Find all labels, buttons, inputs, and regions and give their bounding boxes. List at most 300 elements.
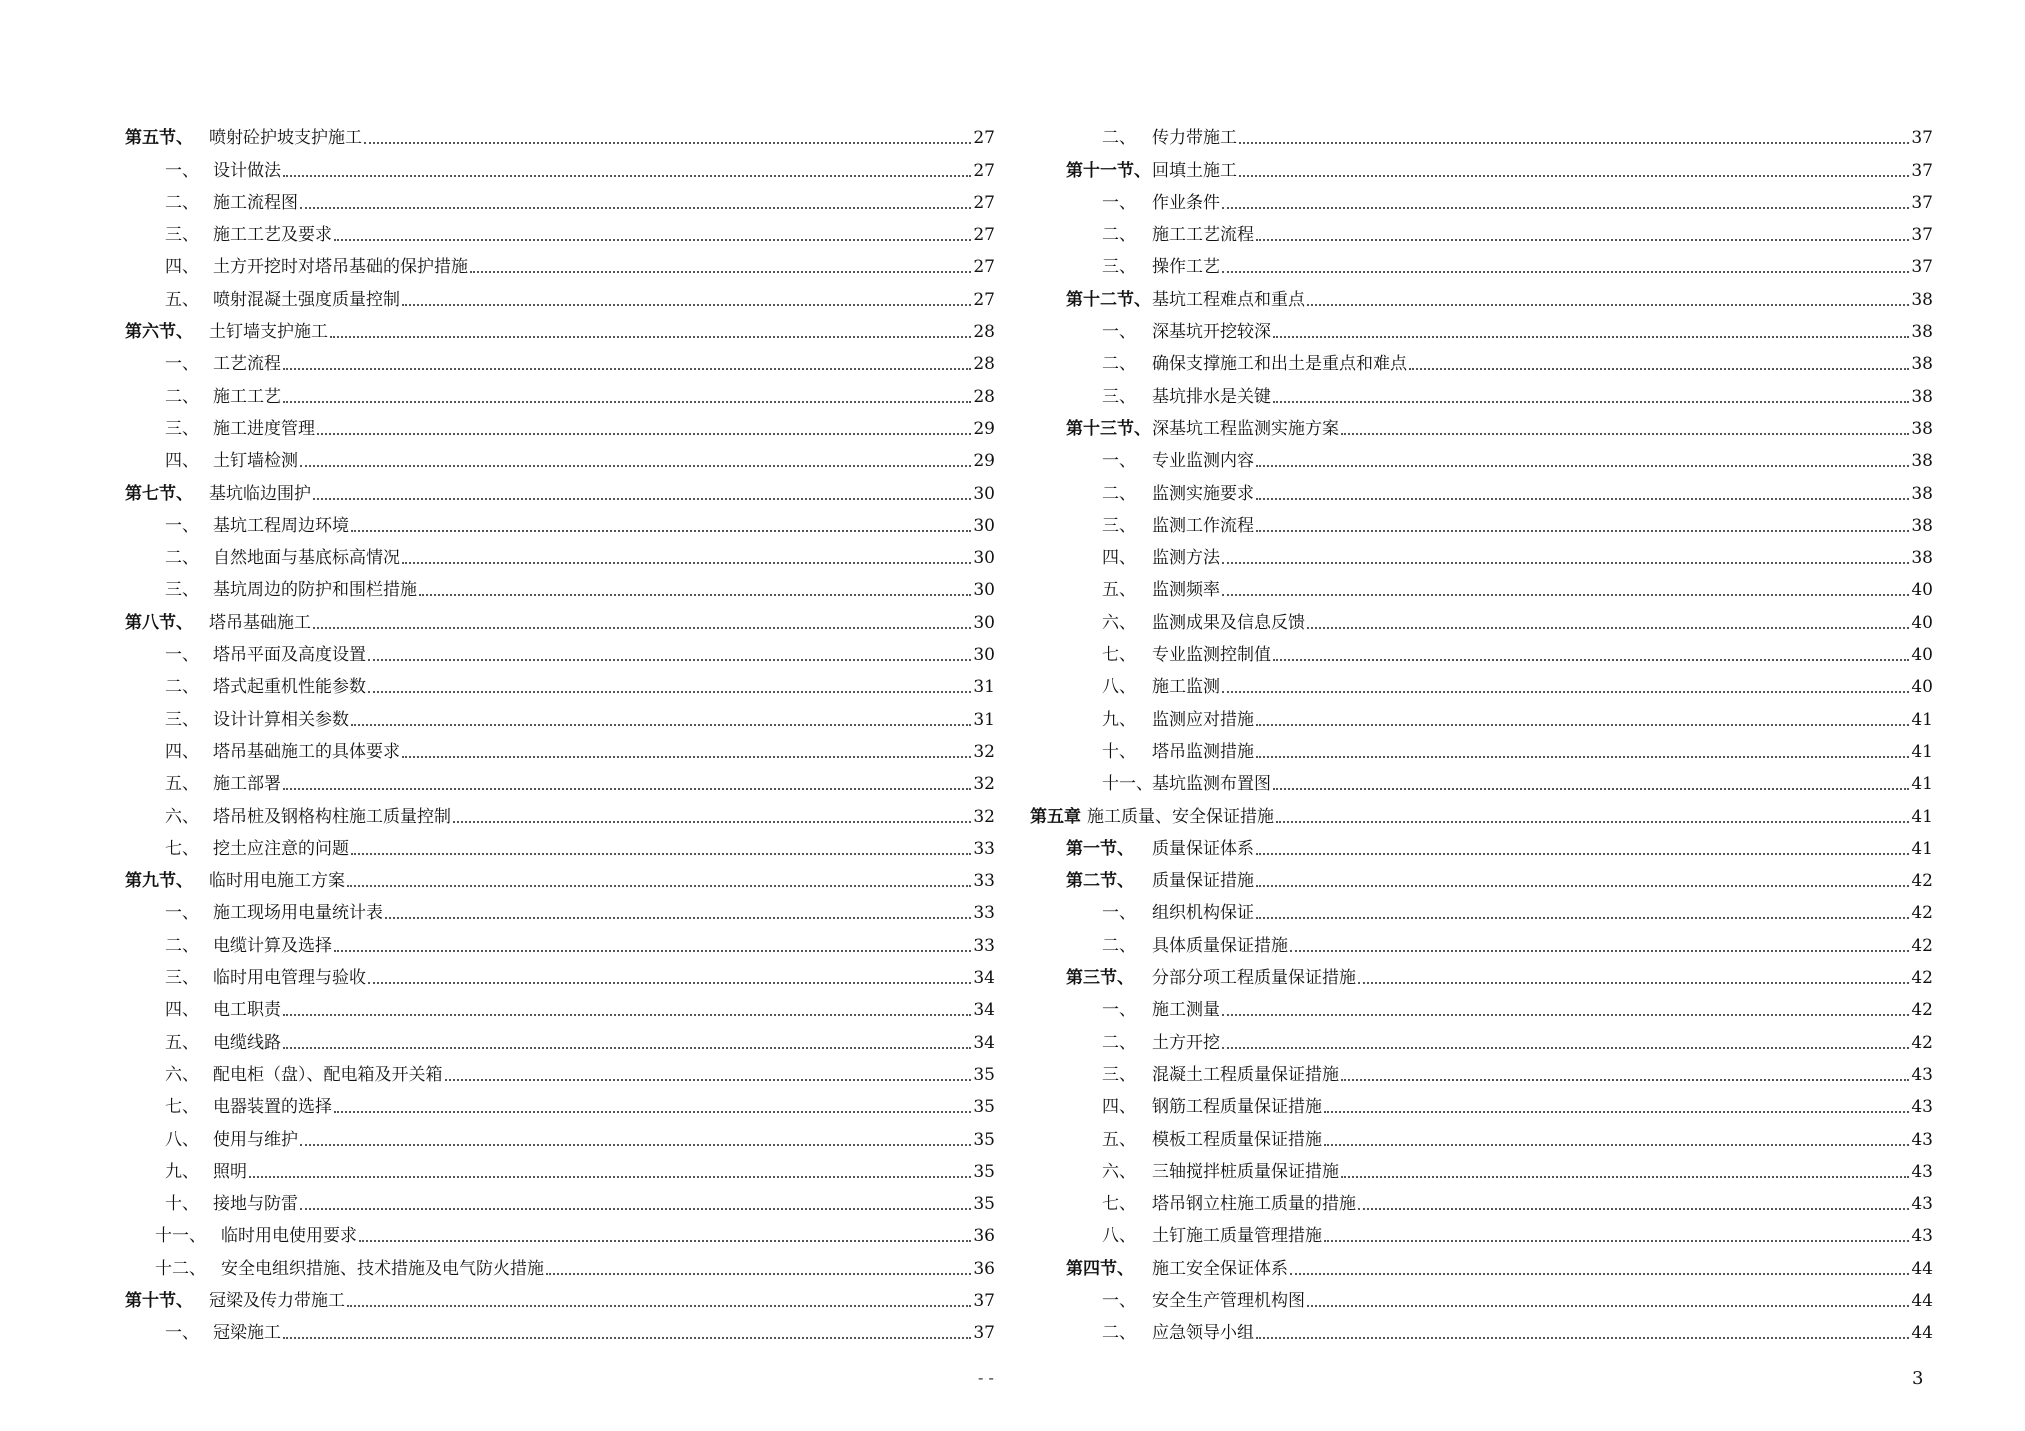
toc-entry-marker: 七、 — [1102, 645, 1136, 666]
toc-entry-marker: 五、 — [1102, 1129, 1136, 1150]
toc-entry[interactable] — [125, 378, 995, 410]
dot-leader — [283, 174, 971, 177]
dot-leader — [1256, 916, 1909, 919]
toc-entry-title: 接地与防雷 — [213, 1194, 298, 1215]
toc-entry[interactable] — [1030, 637, 1933, 669]
dot-leader — [1307, 626, 1909, 629]
toc-entry-marker: 二、 — [165, 386, 199, 407]
toc-entry[interactable] — [1030, 1283, 1933, 1315]
toc-entry-marker: 十二、 — [155, 1258, 206, 1279]
dot-leader — [1256, 529, 1909, 532]
toc-entry-page: 34 — [973, 1032, 995, 1053]
toc-entry-page: 41 — [1911, 838, 1933, 859]
toc-entry-marker: 九、 — [1102, 709, 1136, 730]
dot-leader — [1256, 1336, 1909, 1339]
dot-leader — [1222, 1013, 1909, 1016]
dot-leader — [313, 626, 971, 629]
toc-entry-page: 37 — [1911, 160, 1933, 181]
toc-entry-page: 38 — [1911, 548, 1933, 569]
dot-leader — [1307, 303, 1909, 306]
toc-entry[interactable] — [1030, 152, 1933, 184]
toc-entry-marker: 第十节、 — [125, 1290, 193, 1311]
toc-entry-title: 喷射砼护坡支护施工 — [209, 128, 362, 149]
toc-entry[interactable] — [125, 152, 995, 184]
toc-entry-title: 具体质量保证措施 — [1152, 935, 1288, 956]
toc-entry-title: 监测工作流程 — [1152, 515, 1254, 536]
toc-entry-page: 32 — [973, 774, 995, 795]
toc-entry[interactable] — [1030, 1057, 1933, 1089]
toc-entry-page: 34 — [973, 968, 995, 989]
toc-entry[interactable] — [1030, 1121, 1933, 1153]
toc-entry-marker: 二、 — [1102, 935, 1136, 956]
toc-entry-title: 设计做法 — [213, 160, 281, 181]
toc-entry-page: 30 — [973, 645, 995, 666]
toc-entry-title: 喷射混凝土强度质量控制 — [213, 289, 400, 310]
toc-entry[interactable] — [1030, 701, 1933, 733]
toc-entry-title: 土方开挖时对塔吊基础的保护措施 — [213, 257, 468, 278]
toc-entry-page: 33 — [973, 903, 995, 924]
toc-entry-title: 确保支撑施工和出土是重点和难点 — [1152, 354, 1407, 375]
dot-leader — [368, 658, 971, 661]
toc-entry[interactable] — [125, 572, 995, 604]
toc-entry-marker: 二、 — [165, 192, 199, 213]
dot-leader — [283, 1046, 971, 1049]
toc-entry-title: 塔式起重机性能参数 — [213, 677, 366, 698]
toc-entry-marker: 十、 — [1102, 741, 1136, 762]
toc-entry[interactable] — [125, 895, 995, 927]
toc-entry-page: 33 — [973, 838, 995, 859]
dot-leader — [1273, 658, 1909, 661]
dot-leader — [300, 206, 971, 209]
toc-entry-marker: 四、 — [165, 741, 199, 762]
toc-entry[interactable] — [125, 1250, 995, 1282]
toc-entry[interactable] — [125, 831, 995, 863]
dot-leader — [1273, 400, 1909, 403]
toc-entry-marker: 二、 — [1102, 128, 1136, 149]
toc-entry-page: 29 — [973, 451, 995, 472]
toc-entry[interactable] — [125, 1315, 995, 1347]
toc-entry-title: 钢筋工程质量保证措施 — [1152, 1097, 1322, 1118]
toc-entry-title: 施工工艺及要求 — [213, 225, 332, 246]
toc-entry-marker: 二、 — [165, 548, 199, 569]
toc-entry-marker: 一、 — [1102, 1290, 1136, 1311]
dot-leader — [1222, 561, 1909, 564]
toc-entry-marker: 六、 — [165, 806, 199, 827]
toc-entry[interactable] — [125, 120, 995, 152]
toc-entry[interactable] — [1030, 120, 1933, 152]
toc-entry-title: 土钉墙支护施工 — [209, 322, 328, 343]
toc-entry[interactable] — [1030, 1024, 1933, 1056]
toc-entry-title: 施工质量、安全保证措施 — [1087, 806, 1274, 827]
toc-entry-title: 施工工艺流程 — [1152, 225, 1254, 246]
toc-entry-marker: 六、 — [165, 1064, 199, 1085]
toc-entry-page: 30 — [973, 515, 995, 536]
dot-leader — [402, 561, 971, 564]
toc-entry[interactable] — [1030, 669, 1933, 701]
toc-entry[interactable] — [1030, 831, 1933, 863]
toc-entry-page: 37 — [1911, 225, 1933, 246]
dot-leader — [351, 723, 971, 726]
toc-entry-title: 施工部署 — [213, 774, 281, 795]
toc-entry-page: 38 — [1911, 386, 1933, 407]
toc-entry[interactable] — [125, 960, 995, 992]
dot-leader — [1239, 174, 1909, 177]
toc-entry[interactable] — [125, 1218, 995, 1250]
toc-entry-title: 工艺流程 — [213, 354, 281, 375]
toc-entry-page: 27 — [973, 257, 995, 278]
toc-entry-marker: 二、 — [1102, 1032, 1136, 1053]
dot-leader — [283, 787, 971, 790]
toc-entry[interactable] — [125, 1121, 995, 1153]
toc-entry[interactable] — [1030, 895, 1933, 927]
toc-entry-page: 32 — [973, 806, 995, 827]
dot-leader — [445, 1078, 972, 1081]
toc-entry-title: 电缆线路 — [213, 1032, 281, 1053]
toc-entry-title: 塔吊基础施工 — [209, 612, 311, 633]
toc-entry-marker: 四、 — [1102, 1097, 1136, 1118]
dot-leader — [359, 1239, 971, 1242]
toc-entry-page: 40 — [1911, 612, 1933, 633]
toc-entry[interactable] — [1030, 863, 1933, 895]
toc-entry-title: 深基坑开挖较深 — [1152, 322, 1271, 343]
toc-entry[interactable] — [1030, 185, 1933, 217]
toc-entry-title: 分部分项工程质量保证措施 — [1152, 968, 1356, 989]
toc-entry-title: 传力带施工 — [1152, 128, 1237, 149]
toc-entry[interactable] — [125, 346, 995, 378]
toc-entry-marker: 七、 — [165, 1097, 199, 1118]
toc-entry-page: 44 — [1911, 1323, 1933, 1344]
toc-entry-title: 挖土应注意的问题 — [213, 838, 349, 859]
toc-entry-title: 基坑临边围护 — [209, 483, 311, 504]
toc-entry-page: 38 — [1911, 515, 1933, 536]
toc-entry-page: 34 — [973, 1000, 995, 1021]
dot-leader — [283, 400, 971, 403]
toc-entry-title: 监测频率 — [1152, 580, 1220, 601]
toc-entry-page: 37 — [973, 1290, 995, 1311]
dot-leader — [1409, 367, 1909, 370]
dot-leader — [1256, 755, 1909, 758]
dot-leader — [368, 690, 971, 693]
toc-entry-marker: 第十三节、 — [1066, 418, 1151, 439]
toc-entry-page: 38 — [1911, 289, 1933, 310]
toc-entry-marker: 八、 — [165, 1129, 199, 1150]
toc-entry-marker: 二、 — [1102, 354, 1136, 375]
toc-entry-page: 33 — [973, 935, 995, 956]
toc-entry[interactable] — [125, 701, 995, 733]
dot-leader — [1307, 1304, 1909, 1307]
dot-leader — [1358, 1207, 1909, 1210]
toc-entry[interactable] — [125, 1186, 995, 1218]
toc-entry-marker: 一、 — [165, 515, 199, 536]
toc-entry-page: 28 — [973, 322, 995, 343]
toc-entry[interactable] — [1030, 443, 1933, 475]
toc-entry-title: 质量保证措施 — [1152, 871, 1254, 892]
toc-entry[interactable] — [125, 863, 995, 895]
toc-entry[interactable] — [125, 734, 995, 766]
toc-entry-page: 42 — [1911, 935, 1933, 956]
toc-entry-title: 施工监测 — [1152, 677, 1220, 698]
toc-entry-marker: 第六节、 — [125, 322, 193, 343]
toc-entry-title: 电工职责 — [213, 1000, 281, 1021]
toc-entry[interactable] — [1030, 927, 1933, 959]
toc-entry-marker: 十、 — [165, 1194, 199, 1215]
toc-entry-title: 冠梁施工 — [213, 1323, 281, 1344]
toc-entry[interactable] — [1030, 540, 1933, 572]
dot-leader — [313, 497, 971, 500]
dot-leader — [1256, 852, 1909, 855]
toc-entry[interactable] — [125, 443, 995, 475]
toc-entry[interactable] — [125, 249, 995, 281]
toc-entry-marker: 五、 — [165, 289, 199, 310]
toc-entry-title: 施工进度管理 — [213, 418, 315, 439]
dot-leader — [347, 884, 971, 887]
dot-leader — [1222, 206, 1909, 209]
toc-entry[interactable] — [125, 1057, 995, 1089]
toc-entry-title: 深基坑工程监测实施方案 — [1152, 418, 1339, 439]
dot-leader — [1324, 1239, 1909, 1242]
toc-entry[interactable] — [125, 1089, 995, 1121]
toc-entry-title: 三轴搅拌桩质量保证措施 — [1152, 1161, 1339, 1182]
toc-entry-title: 电器装置的选择 — [213, 1097, 332, 1118]
toc-entry[interactable] — [1030, 604, 1933, 636]
toc-entry[interactable] — [125, 798, 995, 830]
toc-entry-title: 安全电组织措施、技术措施及电气防火措施 — [221, 1258, 544, 1279]
toc-entry[interactable] — [1030, 1089, 1933, 1121]
dot-leader — [334, 238, 971, 241]
toc-entry-marker: 五、 — [1102, 580, 1136, 601]
dot-leader — [1341, 1078, 1909, 1081]
toc-entry-page: 43 — [1911, 1161, 1933, 1182]
toc-entry-marker: 第二节、 — [1066, 871, 1134, 892]
toc-entry[interactable] — [125, 1024, 995, 1056]
toc-entry-title: 监测实施要求 — [1152, 483, 1254, 504]
dot-leader — [351, 852, 971, 855]
toc-entry-title: 土钉墙检测 — [213, 451, 298, 472]
toc-entry-marker: 一、 — [1102, 451, 1136, 472]
toc-entry-page: 35 — [973, 1064, 995, 1085]
toc-entry-page: 35 — [973, 1194, 995, 1215]
dot-leader — [453, 820, 971, 823]
dot-leader — [1341, 1175, 1909, 1178]
toc-entry-page: 33 — [973, 871, 995, 892]
toc-entry-page: 37 — [1911, 257, 1933, 278]
dot-leader — [1324, 1143, 1909, 1146]
toc-entry-title: 作业条件 — [1152, 192, 1220, 213]
toc-entry-marker: 一、 — [165, 1323, 199, 1344]
toc-entry-title: 施工现场用电量统计表 — [213, 903, 383, 924]
toc-entry-page: 30 — [973, 612, 995, 633]
footer-center-mark: - - — [978, 1368, 994, 1387]
toc-entry-marker: 三、 — [165, 225, 199, 246]
toc-right-column — [1030, 120, 1933, 1347]
toc-entry-page: 42 — [1911, 1032, 1933, 1053]
toc-entry[interactable] — [1030, 281, 1933, 313]
toc-entry-page: 38 — [1911, 418, 1933, 439]
toc-entry-page: 42 — [1911, 871, 1933, 892]
toc-entry-page: 29 — [973, 418, 995, 439]
toc-entry-title: 混凝土工程质量保证措施 — [1152, 1064, 1339, 1085]
toc-entry[interactable] — [1030, 378, 1933, 410]
toc-entry-page: 43 — [1911, 1097, 1933, 1118]
toc-entry-page: 41 — [1911, 709, 1933, 730]
toc-entry-marker: 九、 — [165, 1161, 199, 1182]
toc-entry-title: 基坑工程周边环境 — [213, 515, 349, 536]
toc-entry[interactable] — [1030, 572, 1933, 604]
dot-leader — [300, 1143, 971, 1146]
toc-entry-marker: 第三节、 — [1066, 968, 1134, 989]
toc-entry[interactable] — [125, 508, 995, 540]
toc-entry-page: 35 — [973, 1097, 995, 1118]
toc-entry-title: 塔吊监测措施 — [1152, 741, 1254, 762]
toc-entry-title: 施工测量 — [1152, 1000, 1220, 1021]
toc-entry-marker: 十一、 — [155, 1226, 206, 1247]
toc-entry[interactable] — [1030, 960, 1933, 992]
toc-entry-page: 36 — [973, 1258, 995, 1279]
toc-entry-page: 37 — [1911, 128, 1933, 149]
dot-leader — [283, 1336, 971, 1339]
toc-entry-page: 44 — [1911, 1290, 1933, 1311]
toc-entry[interactable] — [1030, 1154, 1933, 1186]
dot-leader — [334, 1110, 971, 1113]
toc-entry-marker: 第五节、 — [125, 128, 193, 149]
toc-entry[interactable] — [125, 637, 995, 669]
toc-entry[interactable] — [1030, 1315, 1933, 1347]
toc-entry[interactable] — [1030, 734, 1933, 766]
dot-leader — [1256, 723, 1909, 726]
toc-entry-title: 专业监测控制值 — [1152, 645, 1271, 666]
toc-entry-title: 模板工程质量保证措施 — [1152, 1129, 1322, 1150]
toc-entry[interactable] — [125, 185, 995, 217]
toc-entry-page: 32 — [973, 741, 995, 762]
toc-entry-marker: 二、 — [165, 677, 199, 698]
dot-leader — [1239, 141, 1909, 144]
toc-entry[interactable] — [1030, 217, 1933, 249]
toc-entry-page: 40 — [1911, 645, 1933, 666]
toc-entry[interactable] — [125, 475, 995, 507]
dot-leader — [1256, 464, 1909, 467]
dot-leader — [1222, 270, 1909, 273]
toc-entry[interactable] — [125, 766, 995, 798]
toc-entry-title: 基坑监测布置图 — [1152, 774, 1271, 795]
toc-entry[interactable] — [125, 669, 995, 701]
toc-entry-marker: 四、 — [165, 451, 199, 472]
toc-entry-title: 专业监测内容 — [1152, 451, 1254, 472]
dot-leader — [1256, 884, 1909, 887]
toc-entry[interactable] — [1030, 766, 1933, 798]
toc-entry-page: 42 — [1911, 1000, 1933, 1021]
toc-entry-title: 质量保证体系 — [1152, 838, 1254, 859]
toc-entry-page: 28 — [973, 386, 995, 407]
toc-entry-page: 36 — [973, 1226, 995, 1247]
toc-entry-page: 30 — [973, 548, 995, 569]
toc-entry[interactable] — [125, 1283, 995, 1315]
toc-entry-title: 应急领导小组 — [1152, 1323, 1254, 1344]
dot-leader — [368, 981, 971, 984]
dot-leader — [364, 141, 971, 144]
toc-entry-page: 42 — [1911, 903, 1933, 924]
toc-entry-marker: 三、 — [1102, 515, 1136, 536]
toc-entry[interactable] — [125, 217, 995, 249]
toc-entry-title: 土钉施工质量管理措施 — [1152, 1226, 1322, 1247]
toc-entry-page: 37 — [1911, 192, 1933, 213]
toc-entry-page: 30 — [973, 580, 995, 601]
toc-entry[interactable] — [125, 540, 995, 572]
toc-entry-marker: 一、 — [1102, 192, 1136, 213]
toc-entry[interactable] — [1030, 249, 1933, 281]
toc-entry-page: 41 — [1911, 741, 1933, 762]
toc-entry[interactable] — [1030, 1250, 1933, 1282]
toc-entry-page: 27 — [973, 160, 995, 181]
toc-entry-title: 土方开挖 — [1152, 1032, 1220, 1053]
toc-entry-marker: 三、 — [165, 709, 199, 730]
dot-leader — [1324, 1110, 1909, 1113]
toc-entry[interactable] — [125, 1154, 995, 1186]
toc-entry-page: 31 — [973, 677, 995, 698]
toc-entry-marker: 一、 — [1102, 322, 1136, 343]
toc-entry-title: 临时用电施工方案 — [209, 871, 345, 892]
dot-leader — [317, 432, 971, 435]
dot-leader — [1256, 238, 1909, 241]
toc-entry-title: 自然地面与基底标高情况 — [213, 548, 400, 569]
dot-leader — [249, 1175, 971, 1178]
toc-entry-marker: 三、 — [1102, 257, 1136, 278]
toc-entry-page: 38 — [1911, 322, 1933, 343]
toc-entry-title: 施工工艺 — [213, 386, 281, 407]
toc-entry[interactable] — [125, 992, 995, 1024]
toc-entry[interactable] — [125, 927, 995, 959]
toc-entry-marker: 二、 — [1102, 483, 1136, 504]
dot-leader — [1273, 335, 1909, 338]
toc-entry[interactable] — [1030, 992, 1933, 1024]
toc-entry[interactable] — [1030, 1186, 1933, 1218]
toc-entry-title: 临时用电管理与验收 — [213, 968, 366, 989]
toc-entry-page: 37 — [973, 1323, 995, 1344]
toc-entry[interactable] — [1030, 1218, 1933, 1250]
dot-leader — [1256, 497, 1909, 500]
toc-entry[interactable] — [125, 314, 995, 346]
dot-leader — [300, 1207, 971, 1210]
toc-entry[interactable] — [1030, 475, 1933, 507]
toc-entry-title: 塔吊钢立柱施工质量的措施 — [1152, 1194, 1356, 1215]
toc-entry[interactable] — [1030, 798, 1933, 830]
toc-entry-title: 组织机构保证 — [1152, 903, 1254, 924]
toc-entry-page: 30 — [973, 483, 995, 504]
toc-entry-marker: 一、 — [165, 645, 199, 666]
dot-leader — [1222, 690, 1909, 693]
toc-entry[interactable] — [125, 411, 995, 443]
toc-entry-page: 43 — [1911, 1064, 1933, 1085]
toc-entry-marker: 七、 — [165, 838, 199, 859]
toc-entry-marker: 第七节、 — [125, 483, 193, 504]
toc-entry-marker: 四、 — [165, 257, 199, 278]
dot-leader — [283, 367, 971, 370]
toc-entry[interactable] — [1030, 508, 1933, 540]
toc-entry-marker: 二、 — [1102, 225, 1136, 246]
toc-entry-marker: 第十二节、 — [1066, 289, 1151, 310]
toc-entry-marker: 三、 — [1102, 1064, 1136, 1085]
toc-entry-title: 监测成果及信息反馈 — [1152, 612, 1305, 633]
toc-entry[interactable] — [1030, 411, 1933, 443]
toc-entry-title: 使用与维护 — [213, 1129, 298, 1150]
toc-entry[interactable] — [125, 281, 995, 313]
dot-leader — [330, 335, 971, 338]
toc-entry[interactable] — [125, 604, 995, 636]
toc-entry[interactable] — [1030, 346, 1933, 378]
toc-entry-marker: 四、 — [1102, 548, 1136, 569]
toc-entry[interactable] — [1030, 314, 1933, 346]
dot-leader — [347, 1304, 971, 1307]
toc-entry-page: 43 — [1911, 1226, 1933, 1247]
